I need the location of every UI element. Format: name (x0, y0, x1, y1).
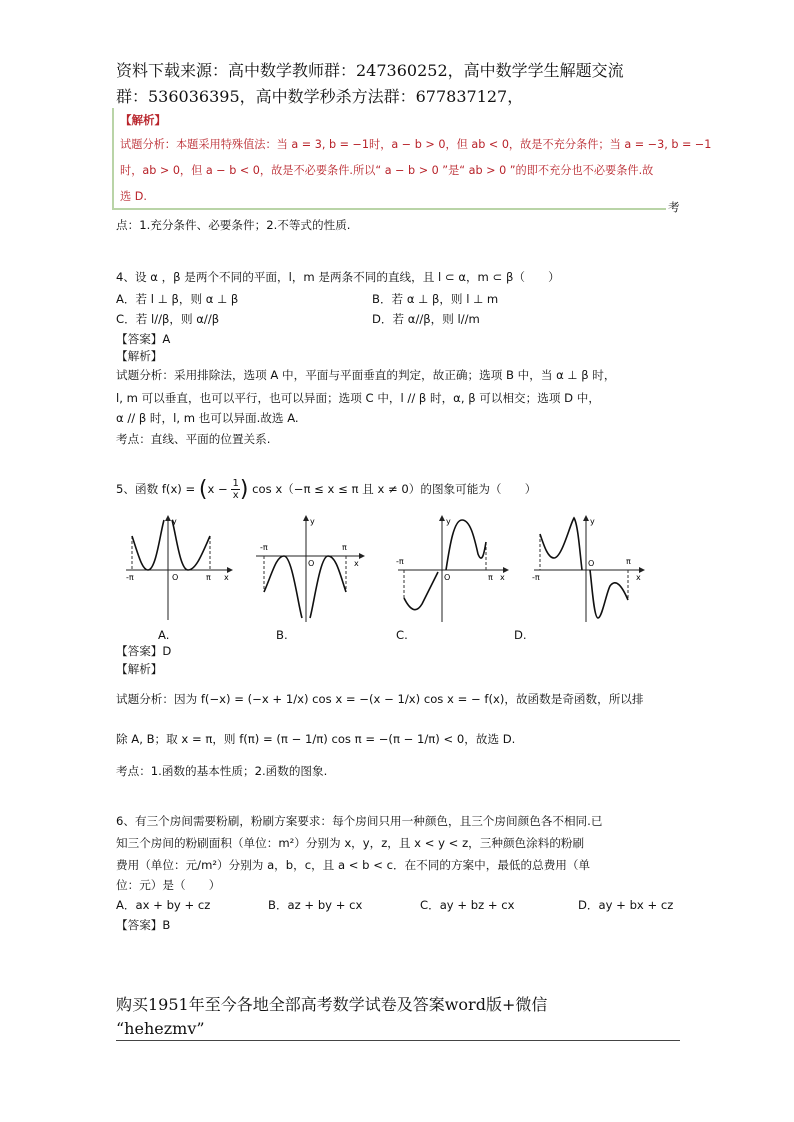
q6-option-a: A．ax + by + cz (116, 898, 211, 912)
graph-b-pi: π (342, 543, 347, 552)
footer-line-1: 购买1951年至今各地全部高考数学试卷及答案word版+微信 (116, 995, 548, 1014)
graph-b-curve-left (264, 556, 302, 618)
q5-point: 考点：1.函数的基本性质；2.函数的图象. (116, 764, 328, 778)
graph-c-pi: π (488, 573, 493, 582)
q4-option-b: B．若 α ⊥ β，则 l ⊥ m (372, 292, 499, 306)
graph-d-pi: π (626, 557, 631, 566)
graph-c-curve-left (404, 572, 438, 610)
graph-b-curve-right (310, 556, 346, 618)
graph-d-neg-pi: -π (532, 573, 540, 582)
graph-b-y-label: y (310, 517, 315, 526)
graph-a-y-label: y (172, 517, 177, 526)
boxed-line-1: 试题分析：本题采用特殊值法：当 a = 3, b = −1时，a − b > 0，但 ab < 0，故是不充分条件；当 a = −3, b = −1 (120, 138, 712, 151)
graph-c (396, 517, 506, 622)
graph-a-curve-right (172, 520, 210, 570)
q5-frac-den: x (232, 490, 239, 501)
q5-stem-mid: cos x（−π ≤ x ≤ π 且 x ≠ 0）的图象可能为（ ） (252, 482, 537, 496)
q5-stem-pre: 5、函数 f(x) = (116, 482, 199, 496)
graph-label-c: C. (396, 628, 408, 642)
q6-answer: 【答案】B (116, 918, 171, 932)
q5-analysis-2: 除 A, B；取 x = π，则 f(π) = (π − 1/π) cos π = −(π − 1/π) < 0，故选 D. (116, 732, 516, 746)
graph-b (256, 517, 362, 622)
kao-char: 考 (668, 200, 680, 214)
q4-answer: 【答案】A (116, 332, 171, 346)
q5-fraction (231, 478, 239, 501)
graph-a-origin: O (172, 573, 179, 582)
q5-analysis-1: 试题分析：因为 f(−x) = (−x + 1/x) cos x = −(x − 1/x) cos x = − f(x)，故函数是奇函数，所以排 (116, 692, 644, 706)
graph-d-x-label: x (636, 573, 641, 582)
graph-b-neg-pi: -π (260, 543, 268, 552)
header-line-2: 群：536036395，高中数学秒杀方法群：677837127， (116, 87, 524, 106)
q6-option-c: C．ay + bz + cx (420, 898, 515, 912)
graph-c-neg-pi: -π (396, 557, 404, 566)
graph-label-d: D. (514, 628, 527, 642)
q6-line-4: 位：元）是（ ） (116, 878, 221, 892)
q4-option-c: C．若 l//β，则 α//β (116, 312, 220, 326)
q5-graphs (118, 514, 678, 626)
q4-point: 考点：直线、平面的位置关系. (116, 432, 271, 446)
q5-frac-x: x − (207, 482, 228, 496)
boxed-line-3: 选 D. (120, 190, 147, 203)
graph-c-x-label: x (500, 573, 505, 582)
q5-jiexi: 【解析】 (116, 662, 163, 676)
q5-answer: 【答案】D (116, 644, 172, 658)
header-line-1: 资料下载来源：高中数学教师群：247360252，高中数学学生解题交流 (116, 61, 624, 80)
graph-b-x-label: x (354, 559, 359, 568)
q4-jiexi: 【解析】 (116, 349, 163, 363)
graph-d-curve-left (540, 518, 582, 570)
graph-label-b: B. (276, 628, 288, 642)
graph-a (126, 517, 230, 620)
q3-point: 点：1.充分条件、必要条件；2.不等式的性质. (116, 218, 351, 232)
boxed-line-2: 时，ab > 0，但 a − b < 0，故是不必要条件.所以“ a − b > 0 ”是“ ab > 0 ”的即不充分也不必要条件.故 (120, 164, 654, 177)
graph-a-neg-pi: -π (126, 573, 134, 582)
graph-c-origin: O (444, 573, 451, 582)
graph-a-curve-left (132, 520, 164, 570)
boxed-solution (112, 108, 666, 210)
q4-analysis-1: 试题分析：采用排除法，选项 A 中，平面与平面垂直的判定，故正确；选项 B 中，当 α ⊥ β 时， (116, 368, 616, 382)
footer-line-2: “hehezmv” (116, 1019, 205, 1038)
q6-line-1: 6、有三个房间需要粉刷，粉刷方案要求：每个房间只用一种颜色，且三个房间颜色各不相同.已 (116, 814, 603, 828)
purchase-footer (116, 993, 686, 1041)
q6-option-b: B．az + by + cx (268, 898, 363, 912)
q4-analysis-2: l, m 可以垂直，也可以平行，也可以异面；选项 C 中，l // β 时，α, β 可以相交；选项 D 中， (116, 391, 600, 405)
graph-d-y-label: y (590, 517, 595, 526)
q6-line-2: 知三个房间的粉刷面积（单位：m²）分别为 x，y，z，且 x < y < z，三种颜色涂料的粉刷 (116, 836, 585, 850)
graph-d-curve-right (590, 570, 628, 618)
source-header (116, 58, 686, 110)
q6-option-d: D．ay + bx + cz (578, 898, 674, 912)
graph-a-x-label: x (224, 573, 229, 582)
q4-option-a: A．若 l ⊥ β，则 α ⊥ β (116, 292, 239, 306)
q4-analysis-3: α // β 时，l, m 也可以异面.故选 A. (116, 411, 299, 425)
q5-stem: 5、函数 f(x) = (x − $\frac{1}{x}$ ) cos x（−π ≤ x ≤ π 且 x ≠ 0）的图象可能为（ ） (116, 477, 537, 502)
q4-stem: 4、设 α ，β 是两个不同的平面，l，m 是两条不同的直线，且 l ⊂ α，m ⊂ β（ ） (116, 270, 560, 284)
graph-d-origin: O (588, 559, 595, 568)
graph-d (532, 517, 642, 622)
graph-label-a: A. (158, 628, 170, 642)
graph-c-y-label: y (446, 517, 451, 526)
q5-frac-num: 1 (232, 478, 239, 489)
footer-rule (116, 1040, 680, 1041)
graph-b-origin: O (308, 559, 315, 568)
q4-option-d: D．若 α//β，则 l//m (372, 312, 480, 326)
graph-c-curve-right (446, 520, 486, 570)
graph-a-pi: π (206, 573, 211, 582)
boxed-tag: 【解析】 (120, 113, 166, 127)
q6-line-3: 费用（单位：元/m²）分别为 a，b，c，且 a < b < c．在不同的方案中，最低的总费用（单 (116, 858, 591, 872)
